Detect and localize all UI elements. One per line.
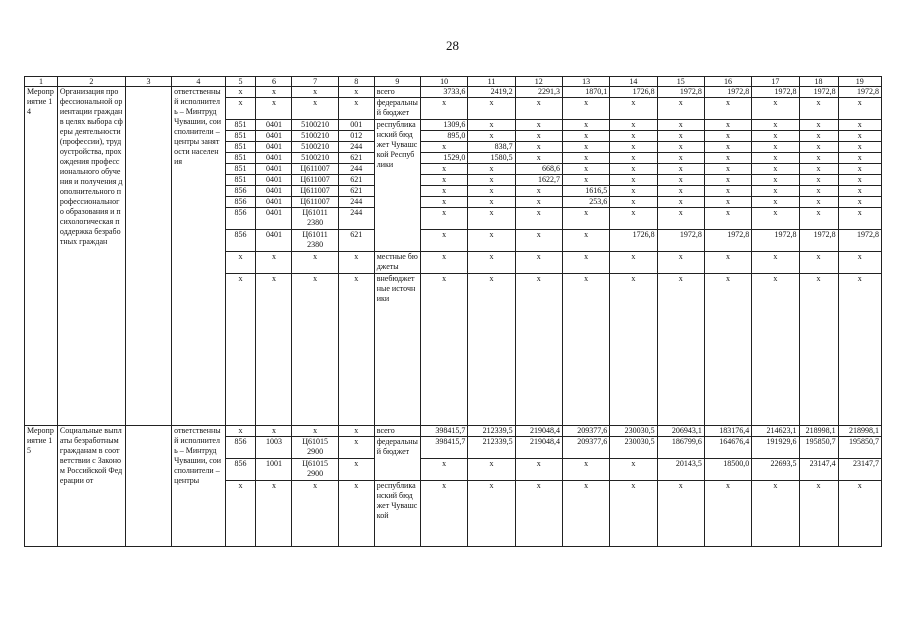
- table-cell: 1726,8: [610, 230, 657, 252]
- table-cell: 218998,1: [799, 426, 838, 437]
- column-header: 9: [374, 77, 420, 87]
- table-cell: 244: [338, 197, 374, 208]
- funding-source: федеральный бюджет: [374, 437, 420, 481]
- table-cell: x: [752, 186, 799, 197]
- table-cell: x: [515, 153, 562, 164]
- table-cell: 209377,6: [562, 426, 609, 437]
- table-cell: 164676,4: [704, 437, 751, 459]
- table-cell: x: [799, 120, 838, 131]
- table-cell: x: [421, 230, 468, 252]
- table-cell: x: [657, 481, 704, 547]
- table-cell: x: [799, 142, 838, 153]
- table-cell: x: [657, 120, 704, 131]
- table-cell: x: [468, 230, 515, 252]
- table-cell: x: [468, 186, 515, 197]
- table-cell: 186799,6: [657, 437, 704, 459]
- table-cell: x: [225, 252, 256, 274]
- table-cell: 244: [338, 208, 374, 230]
- column-header: 18: [799, 77, 838, 87]
- table-cell: 1580,5: [468, 153, 515, 164]
- table-cell: 621: [338, 186, 374, 197]
- table-cell: x: [562, 175, 609, 186]
- table-cell: x: [338, 252, 374, 274]
- table-cell: x: [752, 208, 799, 230]
- table-cell: x: [562, 164, 609, 175]
- column-header: 2: [57, 77, 125, 87]
- table-cell: x: [610, 197, 657, 208]
- table-cell: x: [610, 142, 657, 153]
- table-cell: 1529,0: [421, 153, 468, 164]
- table-cell: x: [468, 164, 515, 175]
- table-cell: 3733,6: [421, 87, 468, 98]
- funding-source: внебюджетные источники: [374, 274, 420, 426]
- table-cell: x: [838, 142, 881, 153]
- table-cell: x: [838, 120, 881, 131]
- table-cell: 1972,8: [799, 87, 838, 98]
- table-cell: x: [292, 87, 338, 98]
- table-row: [25, 426, 882, 437]
- table-cell: 212339,5: [468, 437, 515, 459]
- table-cell: x: [838, 208, 881, 230]
- table-cell: x: [562, 274, 609, 426]
- table-cell: 851: [225, 142, 256, 153]
- table-cell: x: [421, 175, 468, 186]
- table-cell: Ц61015 2900: [292, 459, 338, 481]
- table-cell: x: [799, 98, 838, 120]
- table-cell: x: [657, 131, 704, 142]
- table-cell: x: [338, 437, 374, 459]
- table-cell: x: [338, 481, 374, 547]
- table-cell: x: [752, 142, 799, 153]
- column-header: 16: [704, 77, 751, 87]
- column-header: 11: [468, 77, 515, 87]
- table-cell: x: [562, 98, 609, 120]
- table-cell: x: [338, 98, 374, 120]
- funding-source: местные бюджеты: [374, 252, 420, 274]
- table-cell: x: [562, 481, 609, 547]
- table-cell: 1622,7: [515, 175, 562, 186]
- table-cell: 0401: [256, 131, 292, 142]
- table-cell: x: [610, 252, 657, 274]
- table-cell: 244: [338, 164, 374, 175]
- table-cell: x: [256, 98, 292, 120]
- table-cell: 0401: [256, 197, 292, 208]
- table-cell: x: [752, 481, 799, 547]
- table-cell: 219048,4: [515, 437, 562, 459]
- table-cell: 1972,8: [752, 87, 799, 98]
- table-cell: 206943,1: [657, 426, 704, 437]
- table-cell: 621: [338, 153, 374, 164]
- table-cell: x: [225, 87, 256, 98]
- table-cell: x: [468, 131, 515, 142]
- table-cell: 1972,8: [704, 87, 751, 98]
- table-cell: x: [515, 208, 562, 230]
- table-cell: x: [515, 186, 562, 197]
- table-cell: 668,6: [515, 164, 562, 175]
- table-cell: Ц61015 2900: [292, 437, 338, 459]
- table-cell: x: [799, 208, 838, 230]
- table-cell: x: [468, 197, 515, 208]
- column-header: 13: [562, 77, 609, 87]
- table-cell: x: [421, 98, 468, 120]
- table-cell: x: [421, 274, 468, 426]
- table-cell: x: [610, 274, 657, 426]
- table-cell: x: [256, 252, 292, 274]
- table-cell: x: [704, 98, 751, 120]
- table-cell: x: [256, 87, 292, 98]
- funding-source: федеральный бюджет: [374, 98, 420, 120]
- table-cell: x: [256, 274, 292, 426]
- table-cell: 856: [225, 459, 256, 481]
- table-cell: 230030,5: [610, 426, 657, 437]
- table-cell: x: [515, 120, 562, 131]
- table-cell: x: [562, 252, 609, 274]
- funding-source: всего: [374, 426, 420, 437]
- table-cell: x: [562, 142, 609, 153]
- table-cell: x: [610, 153, 657, 164]
- table-cell: x: [838, 153, 881, 164]
- table-cell: x: [704, 175, 751, 186]
- table-cell: 5100210: [292, 153, 338, 164]
- table-cell: x: [752, 164, 799, 175]
- table-row: [25, 87, 882, 98]
- table-cell: x: [562, 153, 609, 164]
- table-cell: x: [657, 153, 704, 164]
- table-cell: x: [752, 98, 799, 120]
- table-cell: 18500,0: [704, 459, 751, 481]
- header-row: [25, 77, 882, 87]
- table-cell: 851: [225, 120, 256, 131]
- table-cell: x: [657, 274, 704, 426]
- measure-name: Организация профессиональной ориентации граждан в целях выбора сферы деятельности (профессии), трудоустройства, прохождения профессионального обучения и получения дополнительного профессионального образования и психологическая поддержка безработных граждан: [57, 87, 125, 426]
- table-cell: x: [704, 142, 751, 153]
- table-cell: 1616,5: [562, 186, 609, 197]
- table-cell: x: [292, 98, 338, 120]
- table-cell: x: [752, 120, 799, 131]
- table-cell: x: [421, 459, 468, 481]
- table-cell: x: [657, 197, 704, 208]
- table-cell: x: [292, 426, 338, 437]
- table-cell: x: [752, 252, 799, 274]
- table-cell: x: [704, 186, 751, 197]
- table-cell: 851: [225, 175, 256, 186]
- table-cell: 20143,5: [657, 459, 704, 481]
- table-cell: 1972,8: [799, 230, 838, 252]
- table-cell: x: [752, 175, 799, 186]
- table-cell: x: [562, 459, 609, 481]
- table-cell: x: [292, 481, 338, 547]
- table-cell: x: [704, 274, 751, 426]
- table-cell: x: [256, 481, 292, 547]
- table-cell: x: [225, 98, 256, 120]
- table-cell: x: [610, 481, 657, 547]
- table-cell: x: [704, 153, 751, 164]
- table-cell: x: [704, 131, 751, 142]
- table-cell: 1726,8: [610, 87, 657, 98]
- table-cell: 1972,8: [657, 230, 704, 252]
- measure-executor: ответственный исполнитель – Минтруд Чувашии, соисполнители – центры: [172, 426, 225, 547]
- table-cell: 0401: [256, 120, 292, 131]
- table-cell: x: [421, 197, 468, 208]
- measure-label: Мероприятие 15: [25, 426, 58, 547]
- table-cell: 621: [338, 230, 374, 252]
- table-cell: x: [338, 87, 374, 98]
- table-cell: x: [657, 142, 704, 153]
- table-cell: 2291,3: [515, 87, 562, 98]
- table-cell: x: [838, 252, 881, 274]
- table-cell: 838,7: [468, 142, 515, 153]
- table-cell: x: [421, 208, 468, 230]
- table-cell: 012: [338, 131, 374, 142]
- table-cell: x: [799, 186, 838, 197]
- table-cell: x: [657, 164, 704, 175]
- table-cell: x: [515, 274, 562, 426]
- table-cell: x: [515, 252, 562, 274]
- table-cell: x: [256, 426, 292, 437]
- table-cell: x: [468, 274, 515, 426]
- table-cell: x: [657, 252, 704, 274]
- empty-cell: [125, 87, 171, 426]
- table-cell: x: [468, 459, 515, 481]
- column-header: 5: [225, 77, 256, 87]
- table-cell: 183176,4: [704, 426, 751, 437]
- table-cell: x: [610, 98, 657, 120]
- table-cell: 856: [225, 197, 256, 208]
- table-cell: x: [657, 186, 704, 197]
- table-cell: 895,0: [421, 131, 468, 142]
- table-cell: 1309,6: [421, 120, 468, 131]
- column-header: 12: [515, 77, 562, 87]
- table-cell: 195850,7: [838, 437, 881, 459]
- table-cell: x: [225, 481, 256, 547]
- table-cell: x: [752, 153, 799, 164]
- table-cell: x: [562, 230, 609, 252]
- page-number: 28: [446, 38, 459, 53]
- table-cell: 5100210: [292, 131, 338, 142]
- table-cell: x: [657, 98, 704, 120]
- table-cell: 621: [338, 175, 374, 186]
- table-cell: 398415,7: [421, 437, 468, 459]
- table-cell: x: [610, 175, 657, 186]
- table-cell: x: [799, 274, 838, 426]
- table-cell: 23147,7: [838, 459, 881, 481]
- column-header: 4: [172, 77, 225, 87]
- table-cell: x: [799, 153, 838, 164]
- table-cell: x: [838, 481, 881, 547]
- table-cell: 209377,6: [562, 437, 609, 459]
- table-cell: 851: [225, 164, 256, 175]
- table-cell: 1972,8: [704, 230, 751, 252]
- table-cell: x: [704, 164, 751, 175]
- table-cell: x: [704, 252, 751, 274]
- table-cell: x: [799, 197, 838, 208]
- table-cell: x: [838, 164, 881, 175]
- column-header: 3: [125, 77, 171, 87]
- table-cell: 856: [225, 208, 256, 230]
- table-cell: x: [562, 208, 609, 230]
- table-cell: 856: [225, 186, 256, 197]
- table-cell: 5100210: [292, 142, 338, 153]
- table-cell: 244: [338, 142, 374, 153]
- column-header: 17: [752, 77, 799, 87]
- table-cell: 2419,2: [468, 87, 515, 98]
- table-cell: x: [338, 459, 374, 481]
- table-cell: x: [704, 120, 751, 131]
- column-header: 1: [25, 77, 58, 87]
- table-cell: x: [838, 98, 881, 120]
- table-cell: 195850,7: [799, 437, 838, 459]
- column-header: 19: [838, 77, 881, 87]
- table-cell: x: [515, 230, 562, 252]
- table-cell: x: [838, 186, 881, 197]
- table-cell: x: [799, 175, 838, 186]
- column-header: 7: [292, 77, 338, 87]
- table-cell: x: [421, 164, 468, 175]
- table-cell: x: [468, 175, 515, 186]
- table-cell: 23147,4: [799, 459, 838, 481]
- table-cell: x: [515, 459, 562, 481]
- table-cell: 22693,5: [752, 459, 799, 481]
- table-cell: x: [468, 481, 515, 547]
- table-cell: x: [468, 120, 515, 131]
- funding-source: республиканский бюджет Чувашской: [374, 481, 420, 547]
- budget-table: [24, 76, 882, 547]
- table-cell: x: [468, 208, 515, 230]
- table-cell: 1972,8: [657, 87, 704, 98]
- funding-source: республиканский бюджет Чувашской Республики: [374, 120, 420, 252]
- table-cell: x: [838, 197, 881, 208]
- table-cell: x: [225, 274, 256, 426]
- table-cell: x: [515, 481, 562, 547]
- table-cell: x: [704, 481, 751, 547]
- table-cell: x: [610, 120, 657, 131]
- table-cell: x: [515, 131, 562, 142]
- table-cell: 191929,6: [752, 437, 799, 459]
- table-cell: 856: [225, 230, 256, 252]
- table-cell: x: [421, 252, 468, 274]
- column-header: 6: [256, 77, 292, 87]
- table-cell: x: [515, 197, 562, 208]
- table-cell: Ц61011 2380: [292, 208, 338, 230]
- table-cell: 851: [225, 153, 256, 164]
- table-cell: x: [838, 131, 881, 142]
- table-cell: 1972,8: [752, 230, 799, 252]
- table-cell: x: [752, 131, 799, 142]
- table-cell: x: [799, 252, 838, 274]
- table-cell: x: [799, 131, 838, 142]
- table-cell: 0401: [256, 186, 292, 197]
- table-cell: x: [421, 142, 468, 153]
- table-cell: x: [562, 120, 609, 131]
- table-cell: x: [421, 481, 468, 547]
- table-cell: 0401: [256, 208, 292, 230]
- table-cell: x: [799, 164, 838, 175]
- table-cell: x: [838, 274, 881, 426]
- empty-cell: [125, 426, 171, 547]
- table-cell: Ц611007: [292, 164, 338, 175]
- table-cell: x: [468, 252, 515, 274]
- measure-executor: ответственный исполнитель – Минтруд Чувашии, соисполнители – центры занятости населения: [172, 87, 225, 426]
- table-cell: 398415,7: [421, 426, 468, 437]
- table-cell: x: [562, 131, 609, 142]
- table-cell: x: [704, 208, 751, 230]
- table-cell: 1001: [256, 459, 292, 481]
- measure-name: Социальные выплаты безработным гражданам в соответствии с Законом Российской Федерации от: [57, 426, 125, 547]
- table-cell: x: [515, 98, 562, 120]
- table-cell: Ц611007: [292, 197, 338, 208]
- table-cell: x: [752, 274, 799, 426]
- table-cell: x: [657, 208, 704, 230]
- column-header: 15: [657, 77, 704, 87]
- table-cell: x: [838, 175, 881, 186]
- table-cell: x: [292, 252, 338, 274]
- column-header: 14: [610, 77, 657, 87]
- table-cell: x: [515, 142, 562, 153]
- table-cell: x: [225, 426, 256, 437]
- table-cell: 856: [225, 437, 256, 459]
- measure-label: Мероприятие 14: [25, 87, 58, 426]
- table-cell: x: [610, 208, 657, 230]
- table-cell: 1972,8: [838, 230, 881, 252]
- funding-source: всего: [374, 87, 420, 98]
- table-cell: 5100210: [292, 120, 338, 131]
- table-cell: x: [292, 274, 338, 426]
- table-cell: 1003: [256, 437, 292, 459]
- table-cell: x: [657, 175, 704, 186]
- table-cell: 0401: [256, 230, 292, 252]
- table-cell: Ц611007: [292, 175, 338, 186]
- table-cell: 218998,1: [838, 426, 881, 437]
- table-cell: 212339,5: [468, 426, 515, 437]
- table-cell: Ц611007: [292, 186, 338, 197]
- table-cell: x: [338, 426, 374, 437]
- table-cell: x: [704, 197, 751, 208]
- table-cell: x: [421, 186, 468, 197]
- table-cell: 0401: [256, 142, 292, 153]
- table-cell: 001: [338, 120, 374, 131]
- table-cell: 851: [225, 131, 256, 142]
- table-cell: x: [610, 186, 657, 197]
- table-cell: x: [338, 274, 374, 426]
- table-cell: 230030,5: [610, 437, 657, 459]
- table-cell: x: [610, 131, 657, 142]
- table-cell: 1972,8: [838, 87, 881, 98]
- table-cell: 0401: [256, 175, 292, 186]
- table-cell: 214623,1: [752, 426, 799, 437]
- table-cell: x: [610, 164, 657, 175]
- table-cell: 0401: [256, 164, 292, 175]
- table-cell: x: [752, 197, 799, 208]
- column-header: 10: [421, 77, 468, 87]
- table-cell: x: [468, 98, 515, 120]
- column-header: 8: [338, 77, 374, 87]
- table-cell: 1870,1: [562, 87, 609, 98]
- table-cell: 253,6: [562, 197, 609, 208]
- table-cell: x: [799, 481, 838, 547]
- table-cell: 219048,4: [515, 426, 562, 437]
- table-cell: Ц61011 2380: [292, 230, 338, 252]
- table-cell: x: [610, 459, 657, 481]
- table-cell: 0401: [256, 153, 292, 164]
